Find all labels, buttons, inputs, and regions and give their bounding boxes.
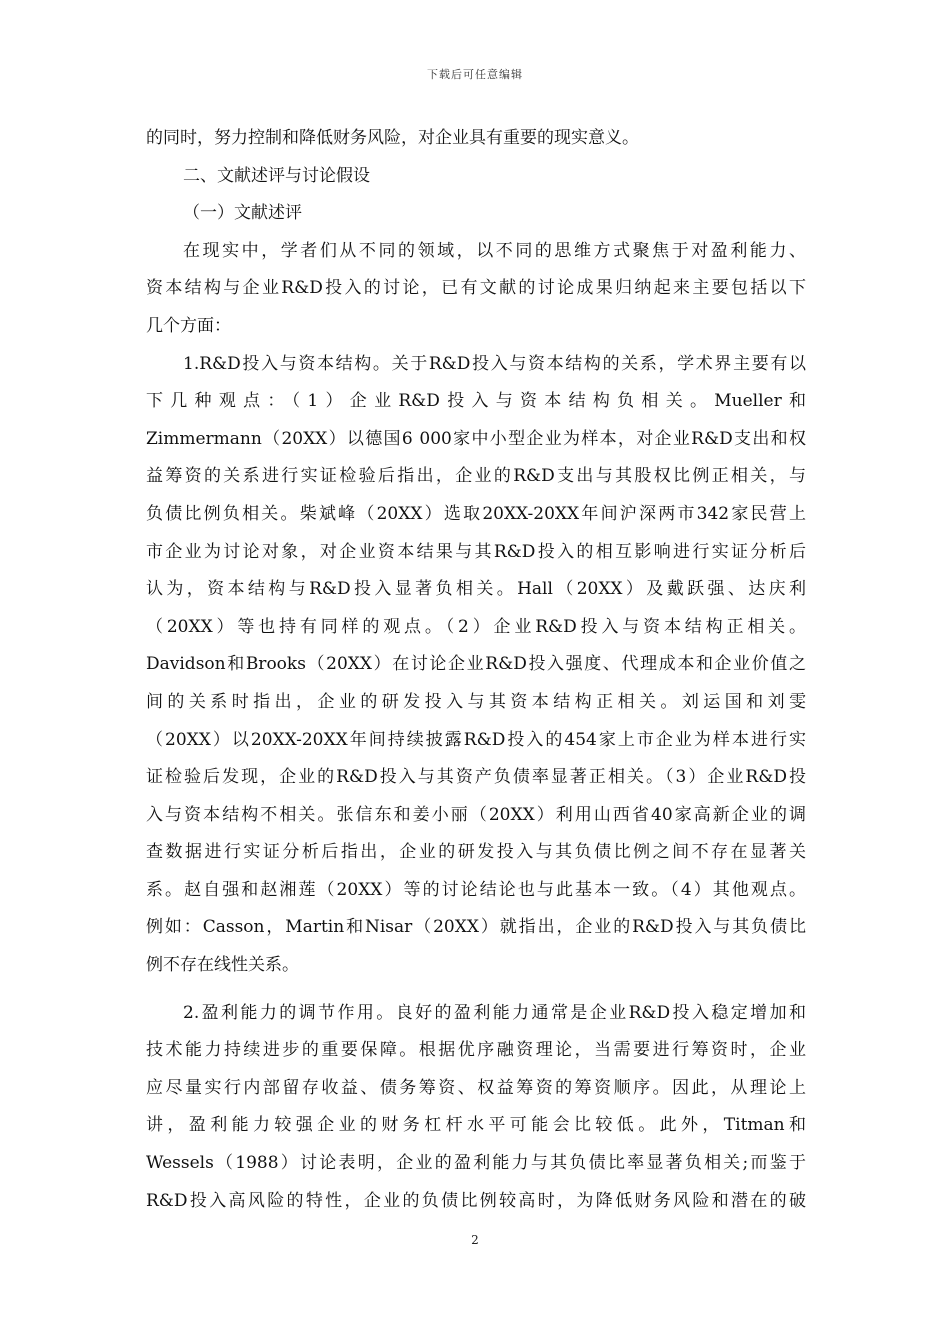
text-line: 下几种观点：（1）企业R&D投入与资本结构负相关。Mueller和 — [146, 391, 806, 412]
literature-intro-paragraph — [146, 233, 806, 346]
profitability-paragraph — [146, 995, 806, 1221]
subsection-heading — [146, 195, 806, 233]
heading-line: 二、文献述评与讨论假设 — [183, 165, 370, 186]
text-line: 市企业为讨论对象，对企业资本结果与其R&D投入的相互影响进行实证分析后 — [146, 541, 806, 562]
text-line: 负债比例负相关。柴斌峰（20XX）选取20XX-20XX年间沪深两市342家民营上 — [146, 503, 806, 524]
paragraph-gap — [146, 985, 806, 995]
text-line: 的同时，努力控制和降低财务风险，对企业具有重要的现实意义。 — [146, 128, 639, 148]
document-body — [146, 120, 806, 1220]
text-line: （20XX）以20XX-20XX年间持续披露R&D投入的454家上市企业为样本进行实 — [146, 729, 806, 750]
text-line: 入与资本结构不相关。张信东和姜小丽（20XX）利用山西省40家高新企业的调 — [146, 804, 806, 825]
text-line: 系。赵自强和赵湘莲（20XX）等的讨论结论也与此基本一致。（4）其他观点。 — [146, 879, 806, 900]
text-line: （20XX）等也持有同样的观点。（2）企业R&D投入与资本结构正相关。 — [146, 616, 806, 637]
text-line: 资本结构与企业R&D投入的讨论，已有文献的讨论成果归纳起来主要包括以下 — [146, 278, 806, 299]
text-line: 在现实中，学者们从不同的领域，以不同的思维方式聚焦于对盈利能力、 — [183, 240, 806, 261]
heading-line: （一）文献述评 — [183, 203, 302, 224]
rd-capital-structure-paragraph — [146, 346, 806, 985]
text-line: 查数据进行实证分析后指出，企业的研发投入与其负债比例之间不存在显著关 — [146, 842, 806, 863]
text-line: 例不存在线性关系。 — [146, 955, 299, 976]
text-line: 1.R&D投入与资本结构。关于R&D投入与资本结构的关系，学术界主要有以 — [183, 353, 806, 374]
page-number: 2 — [471, 1233, 479, 1247]
text-line: 例如：Casson，Martin和Nisar（20XX）就指出，企业的R&D投入与其负债比 — [146, 917, 806, 938]
text-line: 间的关系时指出，企业的研发投入与其资本结构正相关。刘运国和刘雯 — [146, 691, 806, 712]
text-line: 益筹资的关系进行实证检验后指出，企业的R&D支出与其股权比例正相关，与 — [146, 466, 806, 487]
section-heading — [146, 158, 806, 196]
text-line: 证检验后发现，企业的R&D投入与其资产负债率显著正相关。（3）企业R&D投 — [146, 767, 806, 788]
text-line: 应尽量实行内部留存收益、债务筹资、权益筹资的筹资顺序。因此，从理论上 — [146, 1077, 806, 1098]
text-line: Wessels（1988）讨论表明，企业的盈利能力与其负债比率显著负相关;而鉴于 — [146, 1153, 806, 1174]
text-line: 2.盈利能力的调节作用。良好的盈利能力通常是企业R&D投入稳定增加和 — [183, 1002, 806, 1023]
text-line: Davidson和Brooks（20XX）在讨论企业R&D投入强度、代理成本和企业价值之 — [146, 654, 806, 675]
page-header-note: 下载后可任意编辑 — [427, 68, 523, 81]
intro-tail-paragraph — [146, 120, 806, 158]
text-line: 认为，资本结构与R&D投入显著负相关。Hall（20XX）及戴跃强、达庆利 — [146, 579, 806, 600]
text-line: 技术能力持续进步的重要保障。根据优序融资理论，当需要进行筹资时，企业 — [146, 1040, 806, 1061]
text-line: 几个方面： — [146, 315, 231, 336]
text-line: Zimmermann（20XX）以德国6 000家中小型企业为样本，对企业R&D支出和权 — [146, 428, 806, 449]
text-line: R&D投入高风险的特性，企业的负债比例较高时，为降低财务风险和潜在的破 — [146, 1190, 806, 1211]
text-line: 讲，盈利能力较强企业的财务杠杆水平可能会比较低。此外，Titman和 — [146, 1115, 806, 1136]
